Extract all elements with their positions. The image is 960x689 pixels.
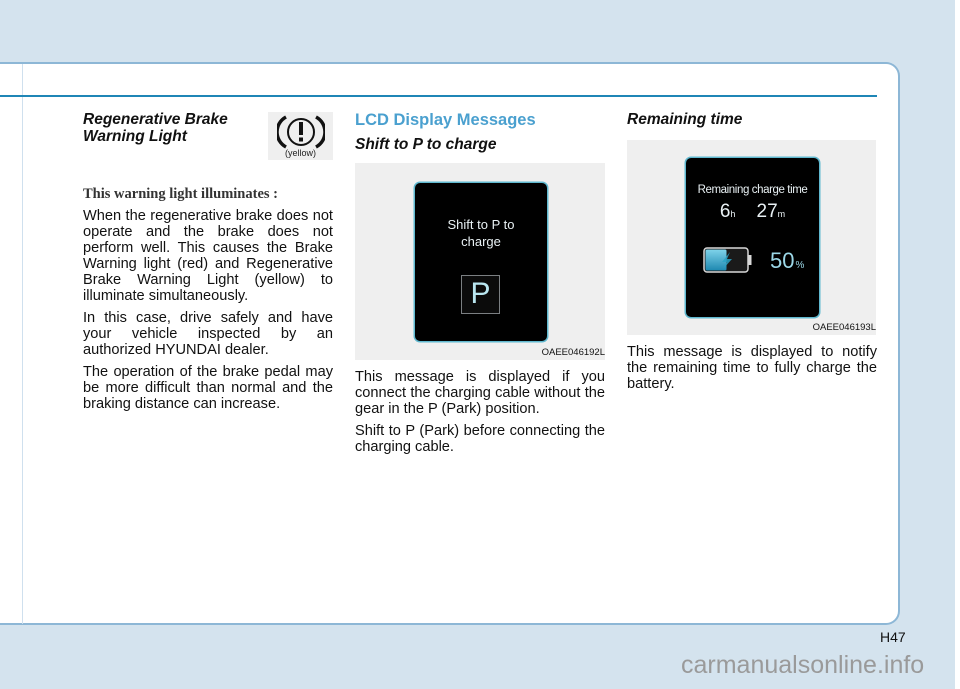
icon-caption: (yellow) — [284, 148, 316, 158]
lcd-screen — [686, 158, 819, 317]
battery-icon — [703, 247, 753, 273]
paragraph: This message is displayed if you connect the charging cable without the gear in the P (Park) position. — [355, 369, 605, 417]
header-rule — [0, 95, 877, 97]
lcd-screen — [415, 183, 547, 341]
paragraph: Shift to P (Park) before connecting the charging cable. — [355, 423, 605, 455]
screen-line-1: Shift to P to — [447, 217, 515, 232]
screen-line-2: charge — [461, 234, 501, 249]
title-line-2: Warning Light — [83, 128, 187, 145]
remaining-body-text — [627, 344, 877, 398]
column-remaining-time — [627, 111, 877, 134]
body-text — [83, 208, 333, 418]
column-lcd-messages — [355, 111, 605, 159]
title-line-1: Regenerative Brake — [83, 111, 228, 128]
battery-percent — [770, 248, 804, 274]
paragraph: In this case, drive safely and have your vehicle inspected by an authorized HYUNDAI dealer. — [83, 310, 333, 358]
hours-value: 6 — [719, 201, 731, 222]
paragraph: When the regenerative brake does not operate and the brake does not perform well. This causes the Brake Warning light (red) and Regenerative Brake Warning Light (yellow) to illuminate simultaneously. — [83, 208, 333, 304]
page-edge — [955, 0, 960, 689]
remaining-time-value — [686, 201, 819, 223]
paragraph: The operation of the brake pedal may be more difficult than normal and the braking distance can increase. — [83, 364, 333, 412]
figure-code: OAEE046193L — [812, 322, 876, 333]
screen-label: Remaining charge time — [697, 184, 808, 196]
subheading: This warning light illuminates : — [83, 186, 278, 202]
figure-shift-to-p — [355, 163, 605, 360]
minutes-value: 27 — [756, 201, 778, 222]
margin-line — [22, 64, 23, 624]
lcd-body-text — [355, 369, 605, 461]
percent-unit: % — [795, 260, 805, 271]
watermark: carmanualsonline.info — [681, 651, 925, 679]
minutes-unit: m — [777, 209, 786, 219]
figure-remaining-time — [627, 140, 876, 335]
hours-unit: h — [730, 209, 736, 219]
paragraph: This message is displayed to notify the remaining time to fully charge the battery. — [627, 344, 877, 392]
section-title: LCD Display Messages — [355, 111, 536, 129]
page-number: H47 — [880, 629, 906, 645]
subtitle: Remaining time — [627, 111, 743, 128]
screen-message — [415, 216, 547, 250]
brake-warning-icon — [268, 112, 333, 160]
percent-value: 50 — [770, 248, 795, 273]
subtitle: Shift to P to charge — [355, 136, 497, 153]
park-gear-icon: P — [461, 275, 500, 314]
figure-code: OAEE046192L — [541, 347, 605, 358]
